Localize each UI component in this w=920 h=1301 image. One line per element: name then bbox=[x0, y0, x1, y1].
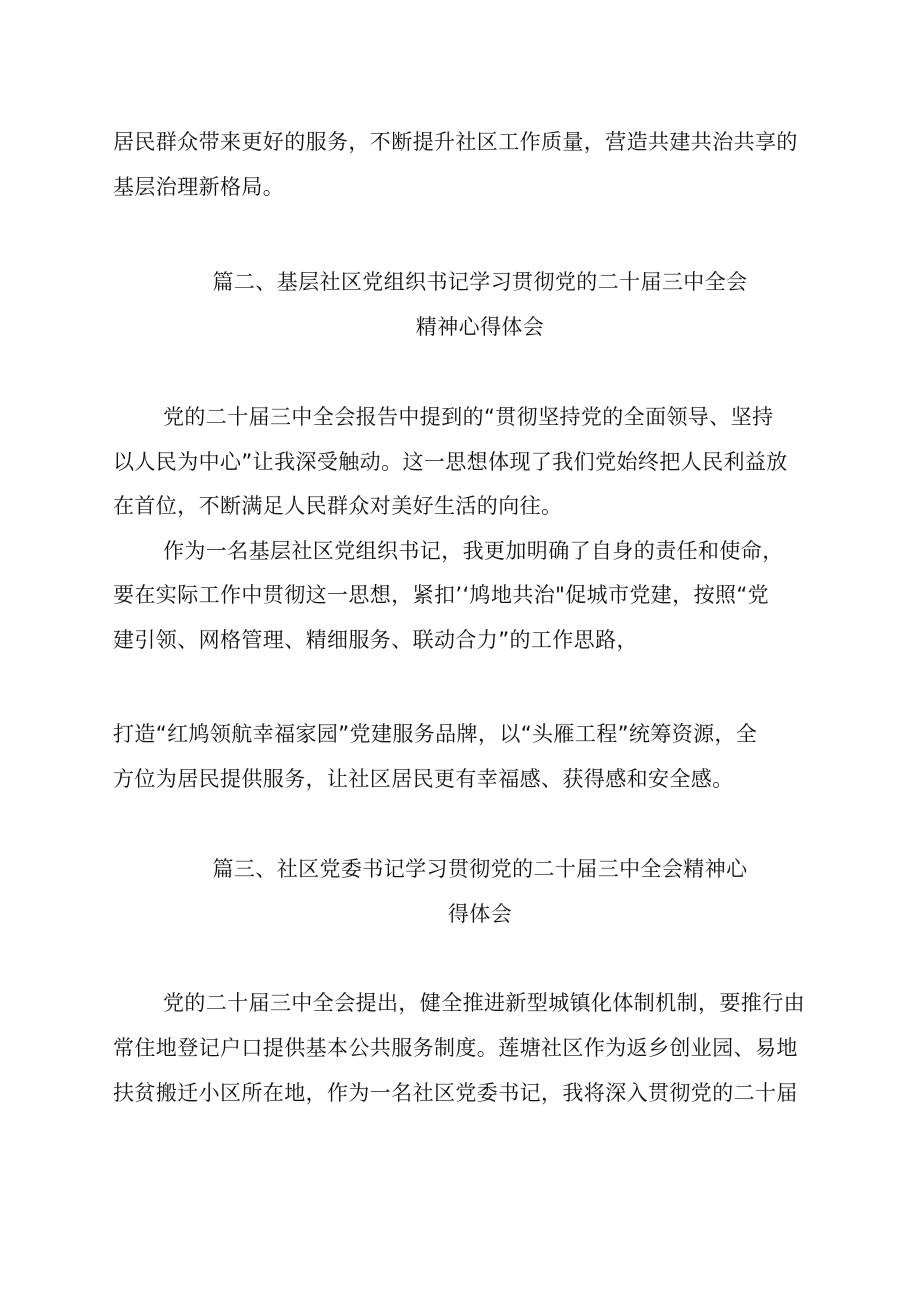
intro-line-2: 基层治理新格局。 bbox=[113, 175, 285, 199]
section2-title-line-1: 篇二、基层社区党组织书记学习贯彻党的二十届三中全会 bbox=[212, 270, 748, 294]
section2-para2-line-1: 作为一名基层社区党组织书记，我更加明确了自身的责任和使命， bbox=[163, 539, 784, 563]
section3-title-line-1: 篇三、社区党委书记学习贯彻党的二十届三中全会精神心 bbox=[212, 857, 748, 881]
section3-para1-line-1: 党的二十届三中全会提出，健全推进新型城镇化体制机制，要推行由 bbox=[163, 991, 805, 1015]
intro-line-1: 居民群众带来更好的服务，不断提升社区工作质量，营造共建共治共享的 bbox=[113, 130, 798, 154]
section2-title-line-2: 精神心得体会 bbox=[415, 315, 545, 339]
section2-para1-line-3: 在首位，不断满足人民群众对美好生活的向往。 bbox=[113, 494, 563, 518]
section2-para3-line-2: 方位为居民提供服务，让社区居民更有幸福感、获得感和安全感。 bbox=[113, 767, 734, 791]
section2-para1-line-1: 党的二十届三中全会报告中提到的“贯彻坚持党的全面领导、坚持 bbox=[163, 405, 774, 429]
section2-para1-line-2: 以人民为中心”让我深受触动。这一思想体现了我们党始终把人民利益放 bbox=[113, 450, 788, 474]
section2-para2-line-2: 要在实际工作中贯彻这一思想，紧扣’‘鸠地共治"促城市党建，按照“党 bbox=[113, 583, 770, 607]
section2-para3-line-1: 打造“红鸠领航幸福家园”党建服务品牌，以“头雁工程”统筹资源，全 bbox=[113, 722, 758, 746]
section3-title-line-2: 得体会 bbox=[447, 902, 513, 926]
section2-para2-line-3: 建引领、网格管理、精细服务、联动合力”的工作思路， bbox=[113, 628, 638, 652]
section3-para1-line-3: 扶贫搬迁小区所在地，作为一名社区党委书记，我将深入贯彻党的二十届 bbox=[113, 1081, 798, 1105]
section3-para1-line-2: 常住地登记户口提供基本公共服务制度。莲塘社区作为返乡创业园、易地 bbox=[113, 1036, 798, 1060]
